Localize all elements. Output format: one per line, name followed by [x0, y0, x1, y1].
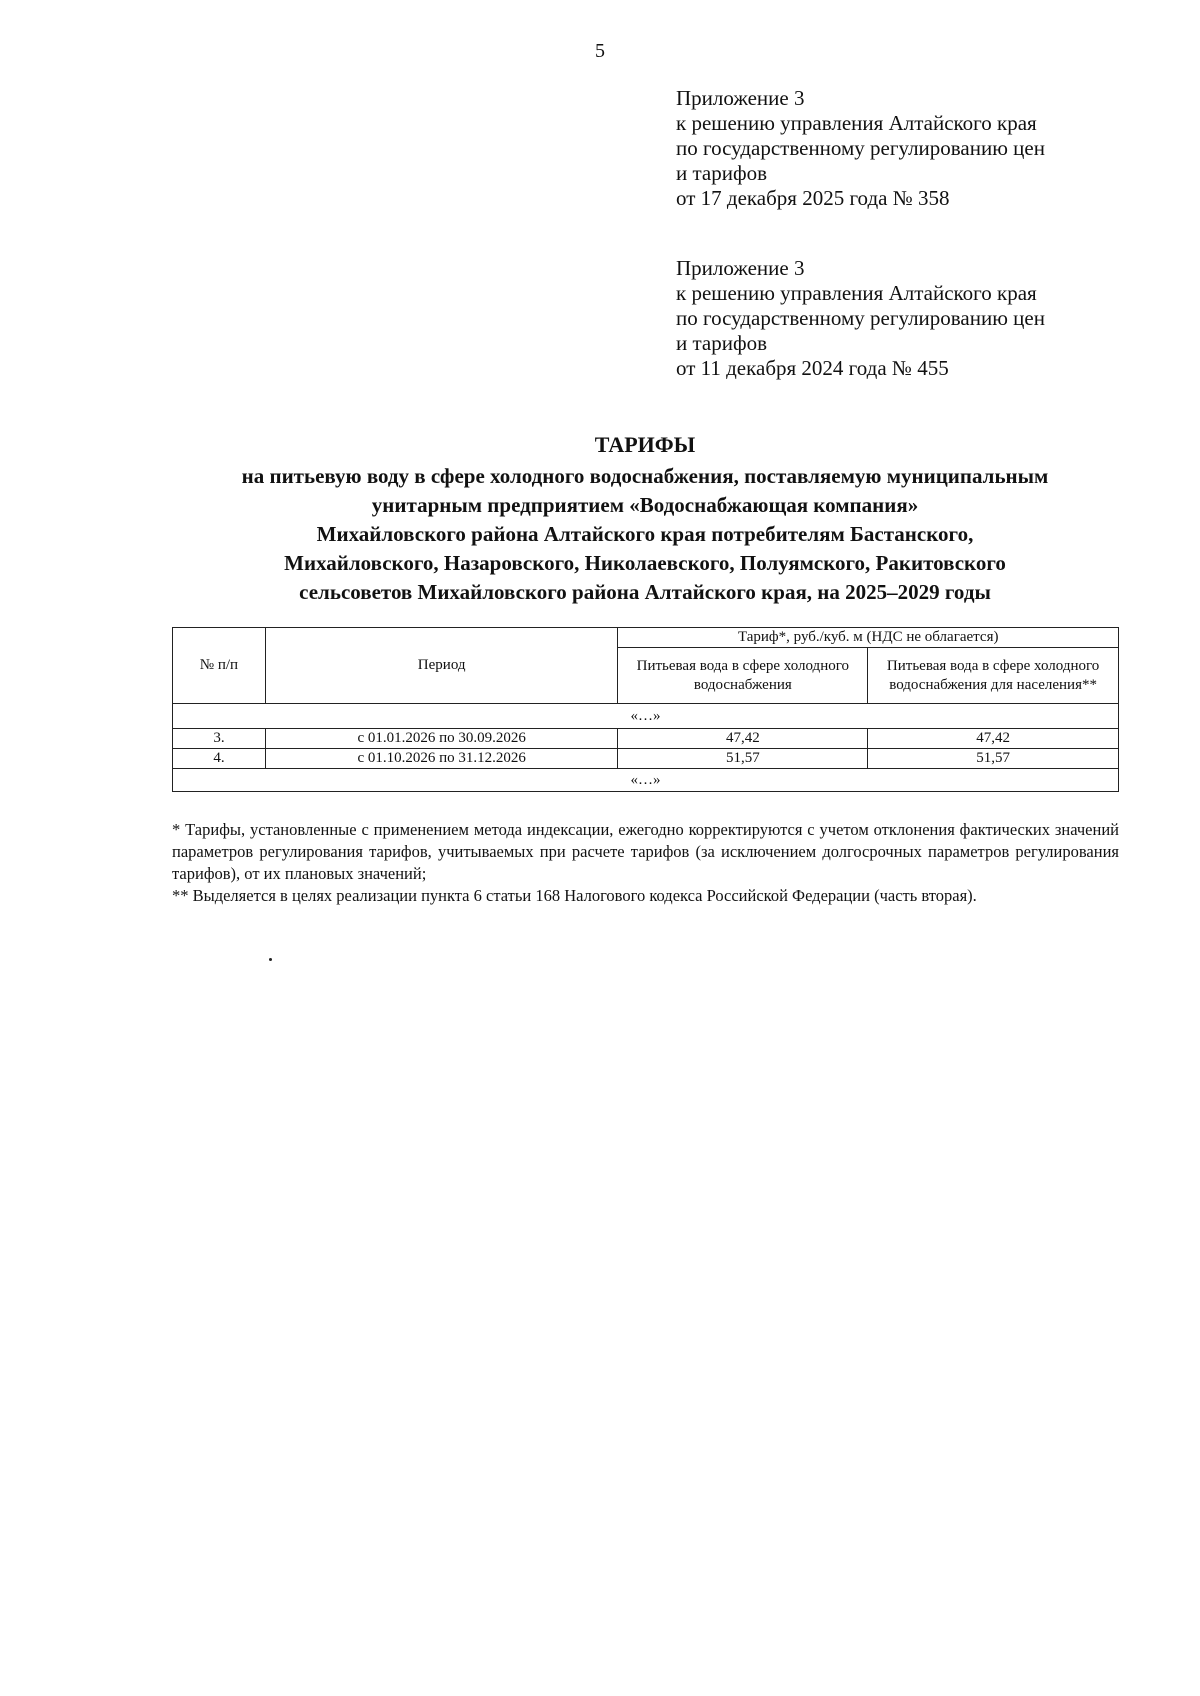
tariff-table	[172, 627, 1119, 792]
appendix-line: по государственному регулированию цен	[676, 136, 1045, 160]
subtitle-line: Михайловского, Назаровского, Николаевского, Полуямского, Ракитовского	[284, 551, 1006, 575]
header-tariff-population: Питьевая вода в сфере холодного водоснабжения для населения**	[868, 648, 1119, 704]
page-number: 5	[595, 40, 605, 62]
row-tariff-water: 51,57	[618, 749, 868, 769]
appendix-line: Приложение 3	[676, 256, 805, 280]
row-period: с 01.10.2026 по 31.12.2026	[265, 749, 618, 769]
subtitle-line: на питьевую воду в сфере холодного водоснабжения, поставляемую муниципальным	[241, 464, 1049, 488]
appendix-reference-current	[676, 86, 1136, 211]
subtitle-line: Михайловского района Алтайского края потребителям Бастанского,	[316, 522, 974, 546]
row-number: 3.	[173, 729, 266, 749]
subtitle-line: унитарным предприятием «Водоснабжающая компания»	[371, 493, 919, 517]
row-period: с 01.01.2026 по 30.09.2026	[265, 729, 618, 749]
table-row	[173, 729, 1119, 749]
footnote: ** Выделяется в целях реализации пункта 6 статьи 168 Налогового кодекса Российской Федерации (часть вторая).	[172, 886, 977, 905]
appendix-line: и тарифов	[676, 331, 768, 355]
table-ellipsis: «…»	[173, 704, 1119, 729]
appendix-line: от 17 декабря 2025 года № 358	[676, 186, 950, 210]
appendix-line: к решению управления Алтайского края	[676, 281, 1037, 305]
header-tariff-water: Питьевая вода в сфере холодного водоснабжения	[618, 648, 868, 704]
appendix-line: к решению управления Алтайского края	[676, 111, 1037, 135]
table-row	[173, 749, 1119, 769]
appendix-line: и тарифов	[676, 161, 768, 185]
row-tariff-population: 51,57	[868, 749, 1119, 769]
row-number: 4.	[173, 749, 266, 769]
row-tariff-population: 47,42	[868, 729, 1119, 749]
header-tariff-group: Тариф*, руб./куб. м (НДС не облагается)	[618, 628, 1119, 648]
document-subtitle	[150, 462, 1140, 607]
appendix-reference-original	[676, 256, 1136, 381]
appendix-line: по государственному регулированию цен	[676, 306, 1045, 330]
subtitle-line: сельсоветов Михайловского района Алтайского края, на 2025–2029 годы	[299, 580, 991, 604]
footnote: * Тарифы, установленные с применением метода индексации, ежегодно корректируются с учетом отклонения фактических значений параметров регулирования тарифов, учитываемых при расчете тарифов (за исключением долгосрочных параметров регулирования тарифов), от их плановых значений;	[172, 820, 1119, 883]
document-title: ТАРИФЫ	[594, 432, 696, 457]
header-period: Период	[265, 628, 618, 704]
appendix-line: Приложение 3	[676, 86, 805, 110]
appendix-line: от 11 декабря 2024 года № 455	[676, 356, 949, 380]
header-number: № п/п	[173, 628, 266, 704]
table-ellipsis: «…»	[173, 769, 1119, 792]
row-tariff-water: 47,42	[618, 729, 868, 749]
footnotes	[172, 819, 1119, 907]
scan-speck	[269, 958, 272, 961]
